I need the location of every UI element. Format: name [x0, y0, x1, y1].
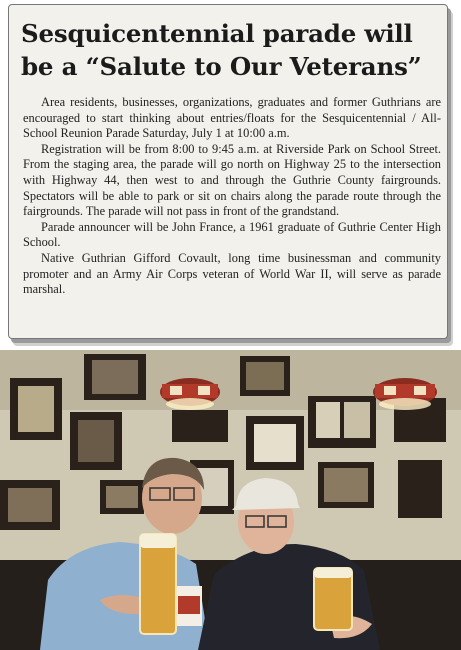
paragraph: Parade announcer will be John France, a 1961 graduate of Guthrie Center High School. — [23, 219, 441, 250]
paragraph: Registration will be from 8:00 to 9:45 a.m. at Riverside Park on School Street. From the staging area, the parade will go north on Highway 25 to the intersection with Highway 44, then west to and through the Guthrie County fairgrounds. Spectators will be able to park or sit on chairs along the parade route through the fairgrounds. The parade will not pass in front of the grandstand. — [23, 141, 441, 219]
photo-two-men-toasting — [0, 350, 461, 650]
article-body — [23, 95, 441, 298]
paragraph: Area residents, businesses, organizations, graduates and former Guthrians are encouraged to start thinking about entries/floats for the Sesquicentennial / All-School Reunion Parade Saturday, July 1 at 10:00 a.m. — [23, 95, 441, 141]
photo-illustration — [0, 350, 461, 650]
headline — [21, 17, 441, 83]
paragraph: Native Guthrian Gifford Covault, long time businessman and community promoter and an Army Air Corps veteran of World War II, will serve as parade marshal. — [23, 250, 441, 297]
headline-line-2: be a “Salute to Our Veterans” — [21, 52, 422, 81]
newspaper-clipping — [8, 4, 448, 339]
headline-line-1: Sesquicentennial parade will — [21, 19, 413, 48]
